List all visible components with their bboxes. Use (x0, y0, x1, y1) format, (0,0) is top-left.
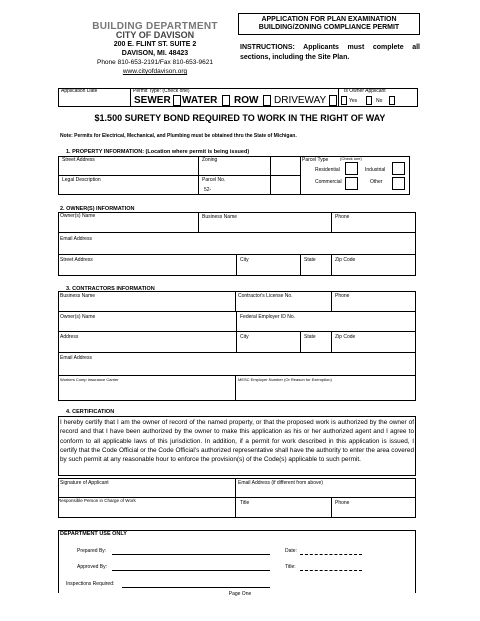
inspections-line[interactable] (122, 587, 270, 588)
title-label: Title: (285, 564, 296, 570)
prepared-by-line[interactable] (112, 554, 270, 555)
instructions-text: INSTRUCTIONS: Applicants must complete all sections, including the Site Plan. (240, 44, 420, 61)
contractor-zip-label: Zip Code (335, 334, 356, 340)
alt-email-label: Email Address (if different from above) (238, 480, 323, 486)
owner-business-label: Business Name (202, 214, 238, 220)
permit-row-label: ROW (234, 95, 259, 106)
section2-title: 2. OWNER(S) INFORMATION (60, 206, 135, 212)
industrial-checkbox[interactable] (392, 162, 405, 175)
section3-title: 3. CONTRACTORS INFORMATION (66, 286, 155, 292)
mesc-label: MESC Employer Number (Or Reason for Exemption) (238, 377, 332, 382)
responsible-title-label: Title (240, 500, 250, 506)
contractor-state-label: State (304, 334, 316, 340)
owner-yes-checkbox[interactable] (341, 96, 347, 105)
owner-no-checkbox[interactable] (366, 96, 372, 105)
residential-label: Residential (315, 167, 340, 173)
owner-phone-label: Phone (335, 214, 350, 220)
owner-info-table (58, 212, 416, 276)
property-zoning-label: Zoning (202, 157, 218, 163)
commercial-label: Commercial (315, 179, 342, 185)
dept-address: 200 E. FLINT ST. SUITE 2 (113, 41, 197, 48)
dept-phone: Phone 810-653-2191/Fax 810-653-9621 (96, 59, 213, 66)
dept-name: BUILDING DEPARTMENT (92, 21, 218, 32)
date-label: Date: (285, 548, 297, 554)
owner-no-box[interactable] (389, 96, 395, 105)
approved-by-label: Approved By: (77, 564, 108, 570)
parcel-type-label: Parcel Type (302, 157, 329, 163)
responsible-person-label: Responsible Person in Charge of Work (58, 498, 136, 503)
permit-type-label: Permit Type: (Check one) (133, 88, 190, 94)
owner-name-label: Owner(s) Name (60, 213, 96, 219)
dept-city: CITY OF DAVISON (115, 30, 195, 40)
surety-bond-heading: $1.500 SURETY BOND REQUIRED TO WORK IN THE RIGHT OF WAY (94, 113, 386, 123)
owner-no-label: No (376, 98, 383, 104)
application-title-box (238, 13, 420, 35)
permit-water-checkbox[interactable] (222, 95, 230, 106)
check-one-label: (Check one) (340, 156, 362, 161)
commercial-checkbox[interactable] (345, 177, 358, 190)
industrial-label: Industrial (365, 167, 386, 173)
date-line[interactable] (300, 554, 362, 555)
dept-website[interactable]: www.cityofdavison.org (122, 68, 188, 75)
permit-water-label: WATER (182, 95, 218, 106)
parcel-prefix: 52- (204, 187, 212, 193)
contractor-fein-label: Federal Employer ID No. (240, 314, 296, 320)
section4-title: 4. CERTIFICATION (66, 409, 115, 415)
property-street-label: Street Address (62, 157, 95, 163)
title-line[interactable] (300, 570, 362, 571)
parcel-no-label: Parcel No. (202, 177, 226, 183)
approved-by-line[interactable] (112, 570, 270, 571)
owner-zip-label: Zip Code (335, 257, 356, 263)
contractor-phone-label: Phone (335, 293, 350, 299)
prepared-by-label: Prepared By: (77, 548, 107, 554)
permit-driveway-label: DRIVEWAY (274, 95, 327, 106)
workers-comp-label: Workers Comp Insurance Carrier (60, 377, 119, 382)
owner-email-label: Email Address (60, 236, 92, 242)
department-use-title: DEPARTMENT USE ONLY (60, 531, 127, 537)
contractor-license-label: Contractor's License No. (238, 293, 293, 299)
other-checkbox[interactable] (392, 177, 405, 190)
other-label: Other (370, 179, 383, 185)
permit-row-checkbox[interactable] (263, 95, 271, 106)
residential-checkbox[interactable] (345, 162, 358, 175)
is-owner-label: Is Owner Applicant (344, 88, 386, 94)
certification-text: I hereby certify that I am the owner of record of the named property, or that the proposed work is authorized by the owner of record and that I have been authorized by the owner to make this application as his or her authorized agent and I agree to conform to all applicable laws of this jurisdiction. In addition, if a permit for work described in this application is issued, I certify that the Code Official or the Code Official's authorized representative shall have the authority to enter the area covered by such permit at any reasonable hour to enforce the provision(s) of the Code(s) applicable to such permit. (60, 419, 414, 464)
signature-label: Signature of Applicant (60, 480, 109, 486)
section1-title: 1. PROPERTY INFORMATION: (Location where permit is being issued) (66, 149, 250, 155)
contractor-owner-label: Owner(s) Name (60, 314, 96, 320)
dept-citystate: DAVISON, MI. 48423 (121, 50, 189, 57)
legal-description-label: Legal Description (62, 177, 101, 183)
responsible-phone-label: Phone (335, 500, 350, 506)
inspections-label: Inspections Required: (66, 581, 115, 587)
contractor-city-label: City (240, 334, 249, 340)
contractor-business-label: Business Name (60, 293, 96, 299)
application-title-line2: BUILDING/ZONING COMPLIANCE PERMIT (258, 24, 400, 31)
owner-city-label: City (240, 257, 249, 263)
contractor-info-table (58, 291, 416, 401)
contractor-address-label: Address (60, 334, 79, 340)
application-title-line1: APPLICATION FOR PLAN EXAMINATION (261, 16, 397, 23)
application-date-label: Application Date (61, 88, 98, 94)
contractor-email-label: Email Address (60, 355, 92, 361)
owner-street-label: Street Address (60, 257, 93, 263)
page-footer: Page One (228, 591, 252, 597)
owner-yes-label: Yes (349, 98, 358, 104)
permit-sewer-checkbox[interactable] (173, 95, 181, 106)
permit-driveway-checkbox[interactable] (329, 95, 337, 106)
permits-note: Note: Permits for Electrical, Mechanical, and Plumbing must be obtained thru the State of Michigan. (60, 133, 297, 139)
owner-state-label: State (304, 257, 316, 263)
permit-sewer-label: SEWER (134, 95, 171, 106)
